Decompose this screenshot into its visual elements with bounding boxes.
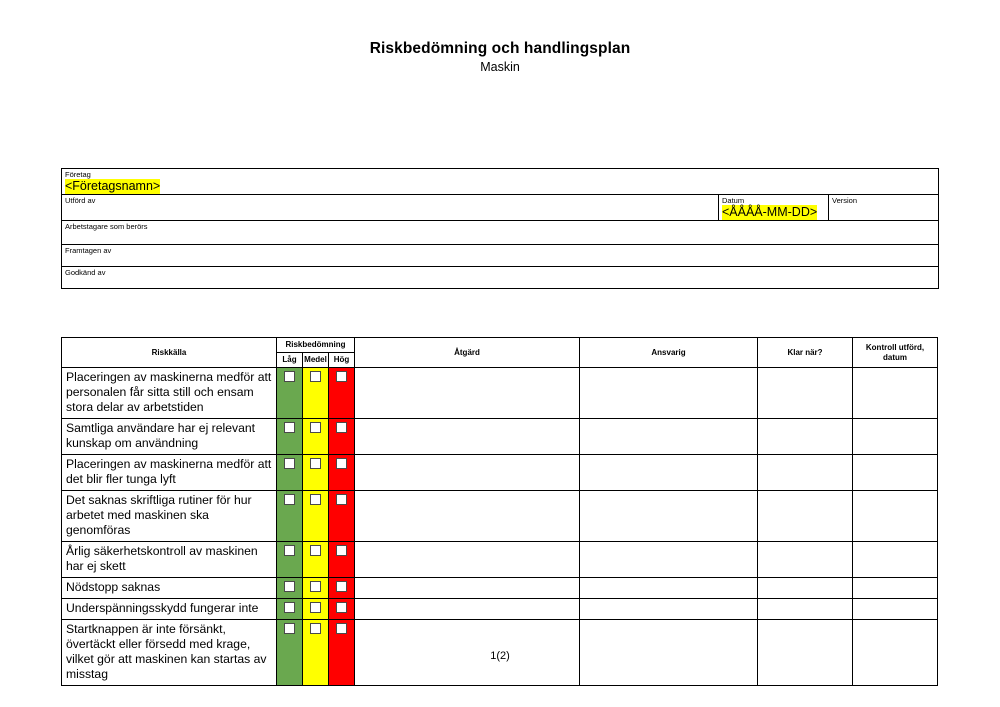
- performed-by-label: Utförd av: [65, 196, 96, 205]
- responsible-cell[interactable]: [580, 419, 758, 455]
- control-cell[interactable]: [853, 368, 938, 419]
- checkbox-icon[interactable]: [336, 623, 347, 634]
- checkbox-icon[interactable]: [310, 422, 321, 433]
- checkbox-medium-cell[interactable]: [303, 599, 329, 620]
- title-block: [0, 40, 1000, 75]
- control-cell[interactable]: [853, 419, 938, 455]
- page-title: Riskbedömning och handlingsplan: [369, 40, 631, 57]
- company-label: Företag: [65, 170, 91, 179]
- table-row: [62, 419, 938, 455]
- checkbox-icon[interactable]: [310, 371, 321, 382]
- responsible-cell[interactable]: [580, 368, 758, 419]
- action-cell[interactable]: [355, 542, 580, 578]
- date-value: <ÅÅÅÅ-MM-DD>: [722, 205, 818, 219]
- control-cell[interactable]: [853, 455, 938, 491]
- approved-by-label: Godkänd av: [65, 268, 106, 277]
- checkbox-low-cell[interactable]: [277, 455, 303, 491]
- action-cell[interactable]: [355, 578, 580, 599]
- checkbox-icon[interactable]: [284, 623, 295, 634]
- checkbox-medium-cell[interactable]: [303, 578, 329, 599]
- risk-source-text: Placeringen av maskinerna medför att det blir fler tunga lyft: [62, 455, 277, 491]
- responsible-cell[interactable]: [580, 578, 758, 599]
- checkbox-icon[interactable]: [336, 422, 347, 433]
- document-info-table: [61, 168, 939, 289]
- risk-source-text: Startknappen är inte försänkt, övertäckt eller försedd med krage, vilket gör att maskinen kan startas av misstag: [62, 620, 277, 686]
- checkbox-icon[interactable]: [284, 422, 295, 433]
- checkbox-icon[interactable]: [310, 581, 321, 592]
- checkbox-high-cell[interactable]: [329, 542, 355, 578]
- responsible-cell[interactable]: [580, 542, 758, 578]
- checkbox-icon[interactable]: [310, 494, 321, 505]
- header-responsible: Ansvarig: [580, 338, 758, 368]
- checkbox-medium-cell[interactable]: [303, 368, 329, 419]
- control-cell[interactable]: [853, 578, 938, 599]
- due-cell[interactable]: [758, 542, 853, 578]
- table-row: [62, 542, 938, 578]
- header-assessment-group: Riskbedömning: [277, 338, 355, 353]
- checkbox-icon[interactable]: [284, 371, 295, 382]
- prepared-by-label: Framtagen av: [65, 246, 112, 255]
- checkbox-icon[interactable]: [310, 602, 321, 613]
- checkbox-high-cell[interactable]: [329, 419, 355, 455]
- checkbox-low-cell[interactable]: [277, 368, 303, 419]
- header-risk-source: Riskkälla: [62, 338, 277, 368]
- checkbox-low-cell[interactable]: [277, 491, 303, 542]
- action-cell[interactable]: [355, 455, 580, 491]
- checkbox-high-cell[interactable]: [329, 368, 355, 419]
- table-body: [62, 368, 938, 686]
- version-cell[interactable]: [829, 195, 939, 221]
- page-number: 1(2): [490, 650, 510, 662]
- info-row-performed: [62, 195, 939, 221]
- checkbox-medium-cell[interactable]: [303, 419, 329, 455]
- employees-label: Arbetstagare som berörs: [65, 222, 148, 231]
- header-medium: Medel: [303, 353, 329, 368]
- risk-source-text: Årlig säkerhetskontroll av maskinen har ej skett: [62, 542, 277, 578]
- responsible-cell[interactable]: [580, 455, 758, 491]
- checkbox-icon[interactable]: [310, 623, 321, 634]
- page-subtitle: Maskin: [480, 60, 520, 74]
- info-row-prepared: [62, 245, 939, 267]
- header-low: Låg: [277, 353, 303, 368]
- header-high: Hög: [329, 353, 355, 368]
- risk-source-text: Samtliga användare har ej relevant kunskap om användning: [62, 419, 277, 455]
- table-row: [62, 578, 938, 599]
- due-cell[interactable]: [758, 578, 853, 599]
- info-row-employees: [62, 221, 939, 245]
- version-label: Version: [832, 196, 858, 205]
- checkbox-icon[interactable]: [284, 458, 295, 469]
- due-cell[interactable]: [758, 491, 853, 542]
- checkbox-low-cell[interactable]: [277, 419, 303, 455]
- control-cell[interactable]: [853, 542, 938, 578]
- date-cell[interactable]: [719, 195, 829, 221]
- due-cell[interactable]: [758, 455, 853, 491]
- checkbox-high-cell[interactable]: [329, 599, 355, 620]
- checkbox-icon[interactable]: [284, 494, 295, 505]
- checkbox-icon[interactable]: [336, 602, 347, 613]
- checkbox-icon[interactable]: [336, 581, 347, 592]
- action-cell[interactable]: [355, 599, 580, 620]
- checkbox-icon[interactable]: [336, 458, 347, 469]
- header-action: Åtgärd: [355, 338, 580, 368]
- due-cell[interactable]: [758, 368, 853, 419]
- table-row: [62, 491, 938, 542]
- table-row: [62, 599, 938, 620]
- risk-assessment-table: [61, 337, 938, 686]
- risk-source-text: Placeringen av maskinerna medför att personalen får sitta still och ensam stora delar av arbetstiden: [62, 368, 277, 419]
- info-row-company: [62, 169, 939, 195]
- performed-by-cell[interactable]: [62, 195, 719, 221]
- risk-source-text: Nödstopp saknas: [62, 578, 277, 599]
- due-cell[interactable]: [758, 599, 853, 620]
- checkbox-high-cell[interactable]: [329, 455, 355, 491]
- info-row-approved: [62, 267, 939, 289]
- risk-source-text: Underspänningsskydd fungerar inte: [62, 599, 277, 620]
- company-cell[interactable]: [62, 169, 939, 195]
- employees-cell[interactable]: [62, 221, 939, 245]
- approved-by-cell[interactable]: [62, 267, 939, 289]
- checkbox-low-cell[interactable]: [277, 599, 303, 620]
- checkbox-icon[interactable]: [284, 581, 295, 592]
- responsible-cell[interactable]: [580, 491, 758, 542]
- company-value: <Företagsnamn>: [65, 179, 161, 193]
- checkbox-icon[interactable]: [284, 545, 295, 556]
- table-row: [62, 368, 938, 419]
- checkbox-icon[interactable]: [284, 602, 295, 613]
- checkbox-high-cell[interactable]: [329, 578, 355, 599]
- checkbox-icon[interactable]: [336, 494, 347, 505]
- table-header-row-1: [62, 338, 938, 353]
- checkbox-medium-cell[interactable]: [303, 455, 329, 491]
- header-control: Kontroll utförd, datum: [853, 338, 938, 368]
- prepared-by-cell[interactable]: [62, 245, 939, 267]
- control-cell[interactable]: [853, 491, 938, 542]
- table-row: [62, 455, 938, 491]
- checkbox-icon[interactable]: [336, 371, 347, 382]
- responsible-cell[interactable]: [580, 599, 758, 620]
- header-due: Klar när?: [758, 338, 853, 368]
- checkbox-low-cell[interactable]: [277, 578, 303, 599]
- action-cell[interactable]: [355, 491, 580, 542]
- checkbox-icon[interactable]: [336, 545, 347, 556]
- checkbox-medium-cell[interactable]: [303, 491, 329, 542]
- date-label: Datum: [722, 196, 745, 205]
- action-cell[interactable]: [355, 368, 580, 419]
- checkbox-medium-cell[interactable]: [303, 542, 329, 578]
- due-cell[interactable]: [758, 419, 853, 455]
- checkbox-high-cell[interactable]: [329, 491, 355, 542]
- control-cell[interactable]: [853, 599, 938, 620]
- checkbox-low-cell[interactable]: [277, 542, 303, 578]
- checkbox-icon[interactable]: [310, 458, 321, 469]
- checkbox-icon[interactable]: [310, 545, 321, 556]
- risk-source-text: Det saknas skriftliga rutiner för hur arbetet med maskinen ska genomföras: [62, 491, 277, 542]
- action-cell[interactable]: [355, 419, 580, 455]
